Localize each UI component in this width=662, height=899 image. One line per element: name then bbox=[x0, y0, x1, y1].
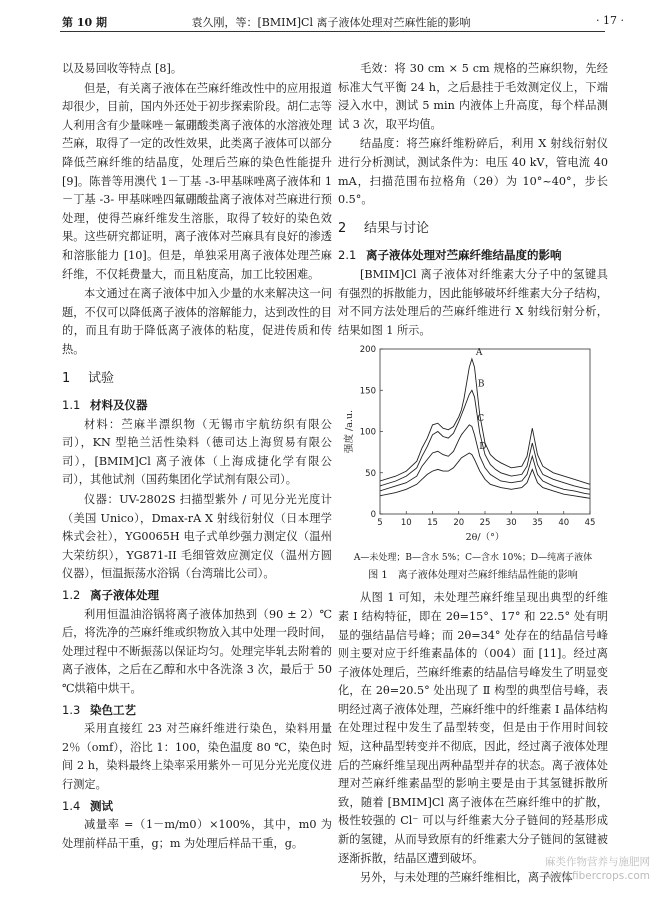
x-tick-label: 15 bbox=[427, 518, 438, 529]
subsection-number: 2.1 bbox=[338, 248, 357, 263]
paragraph: 另外，与未处理的苎麻纤维相比，离子液体 bbox=[360, 871, 573, 885]
x-axis-label: 2θ/（°） bbox=[465, 532, 505, 544]
section-number: 1 bbox=[62, 370, 71, 386]
subsection-title: 离子液体处理对苎麻纤维结晶度的影响 bbox=[366, 248, 562, 263]
y-axis-label: 强度 /a.u. bbox=[344, 410, 355, 454]
x-tick-label: 30 bbox=[505, 518, 517, 529]
series-line-A bbox=[380, 359, 590, 484]
x-tick-label: 10 bbox=[400, 518, 412, 529]
section-number: 2 bbox=[338, 220, 347, 236]
watermark: 麻类作物营养与施肥网 www.fibercrops.com bbox=[543, 856, 650, 882]
x-tick-label: 45 bbox=[584, 518, 596, 529]
subsection-heading bbox=[62, 396, 332, 415]
y-tick-label: 150 bbox=[359, 386, 376, 397]
y-tick-label: 50 bbox=[365, 469, 376, 480]
issue-number: 第 10 期 bbox=[62, 16, 107, 29]
series-label-D: D bbox=[479, 442, 487, 453]
paragraph: 以及易回收等特点 [8]。 bbox=[62, 62, 183, 75]
x-tick-label: 20 bbox=[453, 518, 465, 529]
paragraph: 利用恒温油浴锅将离子液体加热到（90 ± 2）℃后，将洗净的苎麻纤维或织物放入其中处理一段时间，处理过程中不断振荡以保证均匀。处理完毕轧去附着的离子液体，之后在乙醇和水中各洗涤 3 次，最后于 50 ℃烘箱中烘干。 bbox=[62, 607, 332, 695]
subsection-heading bbox=[62, 701, 332, 720]
subsection-heading bbox=[62, 797, 332, 816]
subsection-title: 染色工艺 bbox=[90, 702, 136, 717]
subsection-number: 1.1 bbox=[62, 398, 81, 413]
y-tick-label: 200 bbox=[359, 345, 376, 356]
subsection-heading bbox=[62, 586, 332, 605]
paragraph: 结晶度：将苎麻纤维粉碎后，利用 X 射线衍射仪进行分析测试，测试条件为：电压 40 kV，管电流 40 mA，扫描范围布拉格角（2θ）为 10°~40°，步长 0.5°。 bbox=[338, 137, 608, 207]
section-title: 结果与讨论 bbox=[364, 220, 430, 236]
subsection-number: 1.2 bbox=[62, 588, 81, 603]
figure-caption: 图 1 离子液体处理对苎麻纤维结晶性能的影响 bbox=[368, 570, 578, 582]
subsection-title: 材料及仪器 bbox=[90, 398, 148, 413]
paragraph: 采用直接红 23 对苎麻纤维进行染色，染料用量 2％（omf），浴比 1：100，染色温度 80 ℃，染色时间 2 h，染料最终上染率采用紫外－可见分光光度仪进行测定。 bbox=[62, 722, 332, 791]
xrd-figure bbox=[338, 341, 608, 551]
paragraph: 但是，有关离子液体在苎麻纤维改性中的应用报道却很少，目前，国内外还处于初步探索阶段。胡仁志等人利用含有少量咪唑－氟硼酸类离子液体的水溶液处理苎麻，取得了一定的改性效果，此类离子液体可以部分降低苎麻纤维的结晶度，处理后苎麻的染色性能提升 [9]。陈普等用澳代 1－丁基 -3-甲基咪唑离子液体和 1－丁基 -3- 甲基咪唑四氟硼酸盐离子液体对苎麻进行预处理，使得苎麻纤维发生溶胀，取得了较好的染色效果。这些研究都证明，离子液体对苎麻具有良好的渗透和溶胀能力 [10]。但是，单独采用离子液体处理苎麻纤维，不仅耗费量大，而且粘度高，加工比较困难。 bbox=[62, 81, 332, 281]
right-column bbox=[338, 60, 608, 889]
subsection-title: 离子液体处理 bbox=[90, 588, 159, 603]
series-line-D bbox=[380, 453, 590, 498]
figure-legend: A—未处理；B—含水 5%；C—含水 10%；D—纯离子液体 bbox=[353, 553, 593, 564]
paragraph: 减量率 =（1－m/m0）×100%，其中，m0 为处理前样品干重，g；m 为处理后样品干重，g。 bbox=[62, 818, 332, 850]
series-label-B: B bbox=[477, 379, 485, 390]
subsection-heading bbox=[338, 246, 608, 265]
paragraph: 本文通过在离子液体中加入少量的水来解决这一问题，不仅可以降低离子液体的溶解能力，达到改性的目的，而且有助于降低离子液体的粘度，促进传质和传热。 bbox=[62, 287, 332, 356]
paragraph: [BMIM]Cl 离子液体对纤维素大分子中的氢键具有强烈的拆散能力，因此能够破坏纤维素大分子结构，对不同方法处理后的苎麻纤维进行 X 射线衍射分析，结果如图 1 所示。 bbox=[338, 267, 608, 337]
subsection-number: 1.3 bbox=[62, 702, 81, 717]
x-tick-label: 25 bbox=[479, 518, 491, 529]
y-tick-label: 100 bbox=[359, 427, 376, 438]
section-heading bbox=[62, 370, 332, 389]
y-tick-label: 0 bbox=[370, 510, 376, 521]
left-column bbox=[62, 60, 332, 854]
series-label-A: A bbox=[475, 348, 483, 359]
page-number: · 17 · bbox=[596, 14, 624, 27]
running-title: 袁久刚，等：[BMIM]Cl 离子液体处理对苎麻性能的影响 bbox=[191, 16, 471, 29]
header-rule bbox=[60, 31, 605, 32]
xrd-chart bbox=[338, 341, 608, 551]
series-line-C bbox=[380, 425, 590, 494]
x-tick-label: 35 bbox=[532, 518, 543, 529]
subsection-title: 测试 bbox=[90, 798, 113, 813]
section-title: 试验 bbox=[88, 370, 115, 386]
paragraph: 从图 1 可知，未处理苎麻纤维呈现出典型的纤维素 Ⅰ 结构特征，即在 2θ=15°、17° 和 22.5° 处有明显的强结晶信号峰；而 2θ=34° 处存在的结晶信号峰则主要对应于纤维素晶体的（004）面 [11]。经过离子液体处理后，苎麻纤维素的结晶信号峰发生了明显变化，在 2θ=20.5° 处出现了 Ⅱ 构型的典型信号峰，表明经过离子液体处理，苎麻纤维中的纤维素 Ⅰ 晶体结构在处理过程中发生了晶型转变，但是由于作用时间较短，这种晶型转变并不彻底，因此，经过离子液体处理后的苎麻纤维呈现出两种晶型并存的状态。离子液体处理对苎麻纤维素晶型的影响主要是由于其氢键拆散所致，随着 [BMIM]Cl 离子液体在苎麻纤维中的扩散，极性较强的 Cl⁻ 可以与纤维素大分子链间的羟基形成新的氢键，从而导致原有的纤维素大分子链间的氢键被逐渐拆散，结晶区遭到破坏。 bbox=[338, 591, 608, 865]
x-tick-label: 40 bbox=[558, 518, 570, 529]
paragraph: 毛效：将 30 cm × 5 cm 规格的苎麻织物，先经标准大气平衡 24 h，之后悬挂于毛效测定仪上，下端浸入水中，测试 5 min 内液体上升高度，每个样品测试 3 次，取平均值。 bbox=[338, 62, 608, 131]
x-tick-label: 5 bbox=[377, 518, 383, 529]
paragraph: 材料：苎麻半漂织物（无锡市宇航纺织有限公司），KN 型艳兰活性染料（德司达上海贸易有限公司），[BMIM]Cl 离子液体（上海成捷化学有限公司），其他试剂（国药集团化学试剂有限公司）。 bbox=[62, 417, 332, 487]
subsection-number: 1.4 bbox=[62, 798, 81, 813]
section-heading bbox=[338, 220, 608, 239]
series-label-C: C bbox=[477, 414, 485, 425]
plot-frame bbox=[380, 349, 590, 514]
paragraph: 仪器：UV-2802S 扫描型紫外 / 可见分光光度计（美国 Unico），Dmax-rA X 射线衍射仪（日本理学株式会社），YG0065H 电子式单纱强力测定仪（温州大荣纺织），YG871-II 毛细管效应测定仪（温州方圆仪器），恒温振荡水浴锅（台湾瑞比公司）。 bbox=[62, 493, 332, 581]
